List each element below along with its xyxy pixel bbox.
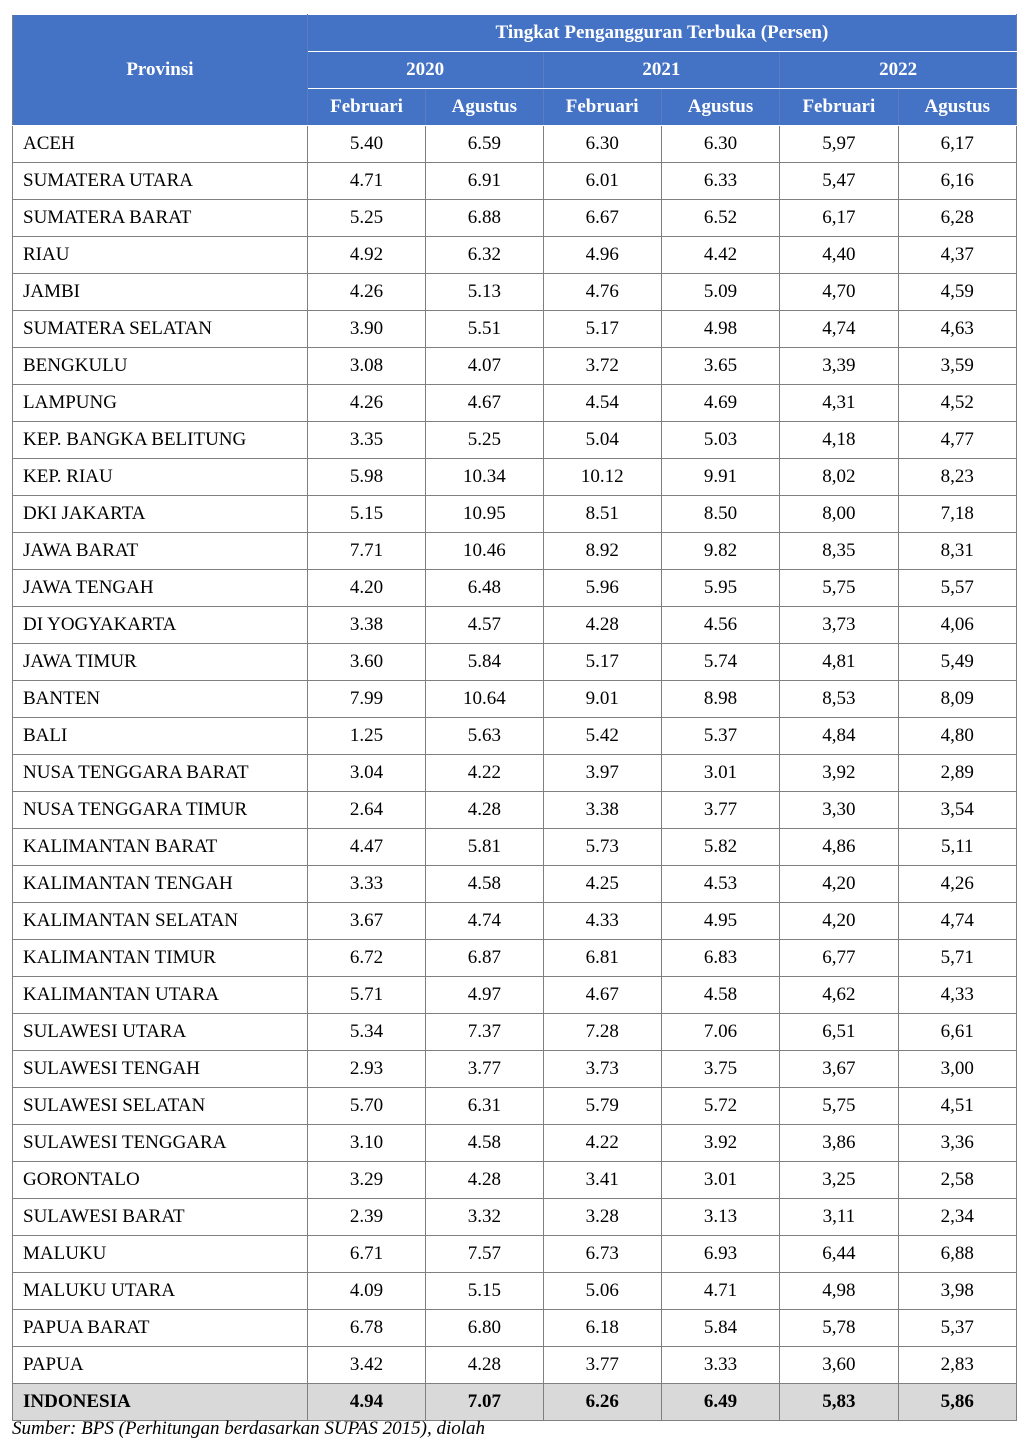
rate-cell: 8,53 [780,681,898,718]
rate-cell: 4.92 [307,237,425,274]
rate-cell: 10.34 [426,459,543,496]
rate-cell: 5.96 [543,570,661,607]
rate-cell: 6.52 [661,200,779,237]
rate-cell: 4,86 [780,829,898,866]
rate-cell: 6.80 [426,1310,543,1347]
table-header [13,15,1017,126]
province-name: NUSA TENGGARA BARAT [13,755,308,792]
rate-cell: 4.95 [661,903,779,940]
province-name: RIAU [13,237,308,274]
rate-cell: 4,33 [898,977,1016,1014]
rate-cell: 4.07 [426,348,543,385]
rate-cell: 6.32 [426,237,543,274]
table-row [13,866,1017,903]
rate-cell: 4.96 [543,237,661,274]
rate-cell: 4.76 [543,274,661,311]
rate-cell: 4,63 [898,311,1016,348]
rate-cell: 5.71 [307,977,425,1014]
province-column-header: Provinsi [13,15,308,126]
rate-cell: 3,73 [780,607,898,644]
province-name: SULAWESI BARAT [13,1199,308,1236]
rate-cell: 3.04 [307,755,425,792]
rate-cell: 4.69 [661,385,779,422]
rate-cell: 3.33 [307,866,425,903]
rate-cell: 2.39 [307,1199,425,1236]
rate-cell: 10.46 [426,533,543,570]
rate-cell: 5.37 [661,718,779,755]
table-row [13,200,1017,237]
rate-cell: 6.33 [661,163,779,200]
rate-cell: 6.49 [661,1384,779,1421]
rate-cell: 4.67 [543,977,661,1014]
table-row [13,755,1017,792]
province-name: KALIMANTAN TENGAH [13,866,308,903]
rate-cell: 4,98 [780,1273,898,1310]
rate-cell: 8,02 [780,459,898,496]
rate-cell: 7.37 [426,1014,543,1051]
rate-cell: 8.50 [661,496,779,533]
rate-cell: 4.22 [426,755,543,792]
rate-cell: 3.75 [661,1051,779,1088]
rate-cell: 3.33 [661,1347,779,1384]
table-row [13,1125,1017,1162]
table-row [13,607,1017,644]
province-name: KALIMANTAN UTARA [13,977,308,1014]
rate-cell: 3.29 [307,1162,425,1199]
province-name: SUMATERA SELATAN [13,311,308,348]
rate-cell: 6.87 [426,940,543,977]
table-row [13,311,1017,348]
period-header: Agustus [426,89,543,126]
province-name: JAWA TIMUR [13,644,308,681]
rate-cell: 8.51 [543,496,661,533]
source-note: Sumber: BPS (Perhitungan berdasarkan SUPAS 2015), diolah [12,1418,486,1439]
rate-cell: 4.97 [426,977,543,1014]
rate-cell: 5.15 [426,1273,543,1310]
rate-cell: 3.72 [543,348,661,385]
rate-cell: 4,52 [898,385,1016,422]
province-name: BALI [13,718,308,755]
province-name: KALIMANTAN TIMUR [13,940,308,977]
rate-cell: 3.13 [661,1199,779,1236]
rate-cell: 6.59 [426,126,543,163]
rate-cell: 4,51 [898,1088,1016,1125]
table-row [13,718,1017,755]
rate-cell: 6.01 [543,163,661,200]
rate-cell: 6.71 [307,1236,425,1273]
province-name: KEP. RIAU [13,459,308,496]
rate-cell: 3.60 [307,644,425,681]
rate-cell: 5.95 [661,570,779,607]
table-row [13,681,1017,718]
unemployment-table-container [12,14,1017,1421]
province-name: SULAWESI TENGAH [13,1051,308,1088]
rate-cell: 4,62 [780,977,898,1014]
province-name: JAWA TENGAH [13,570,308,607]
table-row [13,1310,1017,1347]
table-row [13,533,1017,570]
rate-cell: 7.71 [307,533,425,570]
table-row [13,496,1017,533]
rate-cell: 3,36 [898,1125,1016,1162]
rate-cell: 6.81 [543,940,661,977]
rate-cell: 5.79 [543,1088,661,1125]
year-header: 2021 [543,52,780,89]
rate-cell: 6.83 [661,940,779,977]
rate-cell: 8,31 [898,533,1016,570]
rate-cell: 5.25 [426,422,543,459]
rate-cell: 4.58 [426,1125,543,1162]
rate-cell: 3.42 [307,1347,425,1384]
table-row [13,348,1017,385]
table-body [13,126,1017,1421]
rate-cell: 6,77 [780,940,898,977]
rate-cell: 5,78 [780,1310,898,1347]
rate-cell: 5.13 [426,274,543,311]
province-name: LAMPUNG [13,385,308,422]
rate-cell: 8.98 [661,681,779,718]
rate-cell: 4.58 [426,866,543,903]
rate-cell: 1.25 [307,718,425,755]
rate-cell: 2,58 [898,1162,1016,1199]
rate-cell: 5.63 [426,718,543,755]
province-name: INDONESIA [13,1384,308,1421]
province-name: MALUKU [13,1236,308,1273]
rate-cell: 5,86 [898,1384,1016,1421]
unemployment-table [12,14,1017,1421]
rate-cell: 5.98 [307,459,425,496]
table-row [13,1088,1017,1125]
rate-cell: 4.47 [307,829,425,866]
total-row [13,1384,1017,1421]
rate-cell: 4.22 [543,1125,661,1162]
rate-cell: 8,00 [780,496,898,533]
rate-cell: 4,20 [780,903,898,940]
rate-cell: 4.28 [426,1162,543,1199]
rate-cell: 5,57 [898,570,1016,607]
rate-cell: 2,34 [898,1199,1016,1236]
rate-cell: 2,89 [898,755,1016,792]
rate-cell: 3,30 [780,792,898,829]
rate-cell: 5.72 [661,1088,779,1125]
rate-cell: 5.74 [661,644,779,681]
rate-cell: 6,44 [780,1236,898,1273]
rate-cell: 5.15 [307,496,425,533]
table-row [13,1236,1017,1273]
rate-cell: 4,74 [780,311,898,348]
rate-cell: 5.84 [426,644,543,681]
province-name: JAWA BARAT [13,533,308,570]
rate-cell: 3,00 [898,1051,1016,1088]
rate-cell: 5,75 [780,1088,898,1125]
rate-cell: 8.92 [543,533,661,570]
rate-cell: 4,59 [898,274,1016,311]
rate-cell: 4,84 [780,718,898,755]
period-header: Februari [780,89,898,126]
table-row [13,422,1017,459]
rate-cell: 3.77 [543,1347,661,1384]
rate-cell: 3.90 [307,311,425,348]
province-name: KALIMANTAN BARAT [13,829,308,866]
rate-cell: 4,26 [898,866,1016,903]
rate-cell: 3.01 [661,755,779,792]
table-row [13,163,1017,200]
rate-cell: 6.88 [426,200,543,237]
rate-cell: 3,25 [780,1162,898,1199]
rate-cell: 6,16 [898,163,1016,200]
table-row [13,385,1017,422]
province-name: KALIMANTAN SELATAN [13,903,308,940]
rate-cell: 3,11 [780,1199,898,1236]
rate-cell: 3.41 [543,1162,661,1199]
rate-cell: 4.71 [307,163,425,200]
rate-cell: 4.56 [661,607,779,644]
rate-cell: 4,06 [898,607,1016,644]
table-row [13,644,1017,681]
rate-cell: 4.09 [307,1273,425,1310]
rate-cell: 3.10 [307,1125,425,1162]
period-header: Februari [543,89,661,126]
rate-cell: 2.93 [307,1051,425,1088]
rate-cell: 4.53 [661,866,779,903]
table-row [13,1014,1017,1051]
rate-cell: 7.99 [307,681,425,718]
period-header: Februari [307,89,425,126]
rate-cell: 5,37 [898,1310,1016,1347]
table-row [13,459,1017,496]
rate-cell: 3,67 [780,1051,898,1088]
province-name: PAPUA [13,1347,308,1384]
rate-cell: 4.54 [543,385,661,422]
rate-cell: 3.38 [307,607,425,644]
rate-cell: 4.33 [543,903,661,940]
rate-cell: 3.28 [543,1199,661,1236]
rate-cell: 5.40 [307,126,425,163]
rate-cell: 6,17 [898,126,1016,163]
rate-cell: 8,09 [898,681,1016,718]
rate-cell: 4,20 [780,866,898,903]
rate-cell: 6.18 [543,1310,661,1347]
table-row [13,1162,1017,1199]
period-header: Agustus [898,89,1016,126]
province-name: BENGKULU [13,348,308,385]
rate-cell: 3.08 [307,348,425,385]
table-row [13,940,1017,977]
rate-cell: 5.73 [543,829,661,866]
rate-cell: 6,51 [780,1014,898,1051]
rate-cell: 10.64 [426,681,543,718]
rate-cell: 6.67 [543,200,661,237]
rate-cell: 5,11 [898,829,1016,866]
rate-cell: 3.92 [661,1125,779,1162]
rate-cell: 3.97 [543,755,661,792]
province-name: DKI JAKARTA [13,496,308,533]
province-name: SUMATERA UTARA [13,163,308,200]
rate-cell: 8,35 [780,533,898,570]
rate-cell: 3,86 [780,1125,898,1162]
table-row [13,977,1017,1014]
rate-cell: 5.81 [426,829,543,866]
period-header: Agustus [661,89,779,126]
rate-cell: 4,40 [780,237,898,274]
year-header: 2022 [780,52,1017,89]
rate-cell: 3,60 [780,1347,898,1384]
rate-cell: 4.74 [426,903,543,940]
rate-cell: 6.30 [543,126,661,163]
rate-cell: 7.57 [426,1236,543,1273]
rate-cell: 4.26 [307,274,425,311]
province-name: KEP. BANGKA BELITUNG [13,422,308,459]
rate-cell: 6.93 [661,1236,779,1273]
rate-cell: 4,74 [898,903,1016,940]
rate-cell: 5.84 [661,1310,779,1347]
table-row [13,237,1017,274]
rate-cell: 3,98 [898,1273,1016,1310]
table-row [13,570,1017,607]
rate-cell: 4.26 [307,385,425,422]
rate-cell: 4.98 [661,311,779,348]
table-row [13,126,1017,163]
rate-cell: 3.77 [661,792,779,829]
rate-cell: 5.04 [543,422,661,459]
province-name: SULAWESI SELATAN [13,1088,308,1125]
table-row [13,1347,1017,1384]
province-name: SULAWESI TENGGARA [13,1125,308,1162]
rate-cell: 3,92 [780,755,898,792]
province-name: BANTEN [13,681,308,718]
province-name: SUMATERA BARAT [13,200,308,237]
province-name: ACEH [13,126,308,163]
rate-cell: 10.95 [426,496,543,533]
table-row [13,903,1017,940]
rate-cell: 6.78 [307,1310,425,1347]
rate-cell: 4.28 [543,607,661,644]
rate-cell: 2.64 [307,792,425,829]
rate-cell: 6.73 [543,1236,661,1273]
rate-cell: 3.01 [661,1162,779,1199]
rate-cell: 5,47 [780,163,898,200]
rate-cell: 9.01 [543,681,661,718]
rate-cell: 4.20 [307,570,425,607]
rate-cell: 4,81 [780,644,898,681]
rate-cell: 3.77 [426,1051,543,1088]
rate-cell: 4.25 [543,866,661,903]
rate-cell: 10.12 [543,459,661,496]
table-row [13,274,1017,311]
rate-cell: 6.26 [543,1384,661,1421]
rate-cell: 3.38 [543,792,661,829]
rate-cell: 4,77 [898,422,1016,459]
rate-cell: 4,70 [780,274,898,311]
rate-cell: 5.17 [543,644,661,681]
rate-cell: 5,83 [780,1384,898,1421]
rate-cell: 4.28 [426,792,543,829]
rate-cell: 8,23 [898,459,1016,496]
rate-cell: 4,80 [898,718,1016,755]
province-name: JAMBI [13,274,308,311]
rate-cell: 3.67 [307,903,425,940]
rate-cell: 3.73 [543,1051,661,1088]
rate-cell: 6.91 [426,163,543,200]
rate-cell: 5,71 [898,940,1016,977]
rate-cell: 7.06 [661,1014,779,1051]
rate-cell: 3,54 [898,792,1016,829]
rate-cell: 5.42 [543,718,661,755]
rate-cell: 6.30 [661,126,779,163]
rate-cell: 3,39 [780,348,898,385]
rate-cell: 6,88 [898,1236,1016,1273]
province-name: MALUKU UTARA [13,1273,308,1310]
rate-cell: 6.48 [426,570,543,607]
rate-cell: 5,49 [898,644,1016,681]
rate-cell: 7,18 [898,496,1016,533]
rate-cell: 5,75 [780,570,898,607]
province-name: GORONTALO [13,1162,308,1199]
rate-cell: 7.07 [426,1384,543,1421]
rate-cell: 4.58 [661,977,779,1014]
rate-cell: 4,31 [780,385,898,422]
table-row [13,1273,1017,1310]
rate-cell: 4.67 [426,385,543,422]
rate-cell: 4.71 [661,1273,779,1310]
rate-cell: 5.06 [543,1273,661,1310]
rate-cell: 5.25 [307,200,425,237]
rate-cell: 6.31 [426,1088,543,1125]
rate-cell: 3.35 [307,422,425,459]
rate-cell: 6,28 [898,200,1016,237]
rate-cell: 5.70 [307,1088,425,1125]
rate-cell: 9.82 [661,533,779,570]
rate-cell: 6,17 [780,200,898,237]
table-row [13,1051,1017,1088]
rate-cell: 9.91 [661,459,779,496]
rate-cell: 7.28 [543,1014,661,1051]
rate-cell: 3.32 [426,1199,543,1236]
province-name: PAPUA BARAT [13,1310,308,1347]
rate-cell: 4,37 [898,237,1016,274]
group-header: Tingkat Pengangguran Terbuka (Persen) [307,15,1016,52]
rate-cell: 5.34 [307,1014,425,1051]
rate-cell: 3,59 [898,348,1016,385]
year-header: 2020 [307,52,543,89]
rate-cell: 4.57 [426,607,543,644]
rate-cell: 3.65 [661,348,779,385]
rate-cell: 4,18 [780,422,898,459]
rate-cell: 5.09 [661,274,779,311]
rate-cell: 2,83 [898,1347,1016,1384]
table-row [13,792,1017,829]
rate-cell: 5.51 [426,311,543,348]
province-name: DI YOGYAKARTA [13,607,308,644]
rate-cell: 6.72 [307,940,425,977]
rate-cell: 6,61 [898,1014,1016,1051]
province-name: SULAWESI UTARA [13,1014,308,1051]
province-name: NUSA TENGGARA TIMUR [13,792,308,829]
rate-cell: 5.82 [661,829,779,866]
table-row [13,1199,1017,1236]
rate-cell: 4.28 [426,1347,543,1384]
rate-cell: 5,97 [780,126,898,163]
rate-cell: 5.17 [543,311,661,348]
rate-cell: 5.03 [661,422,779,459]
rate-cell: 4.94 [307,1384,425,1421]
table-row [13,829,1017,866]
rate-cell: 4.42 [661,237,779,274]
